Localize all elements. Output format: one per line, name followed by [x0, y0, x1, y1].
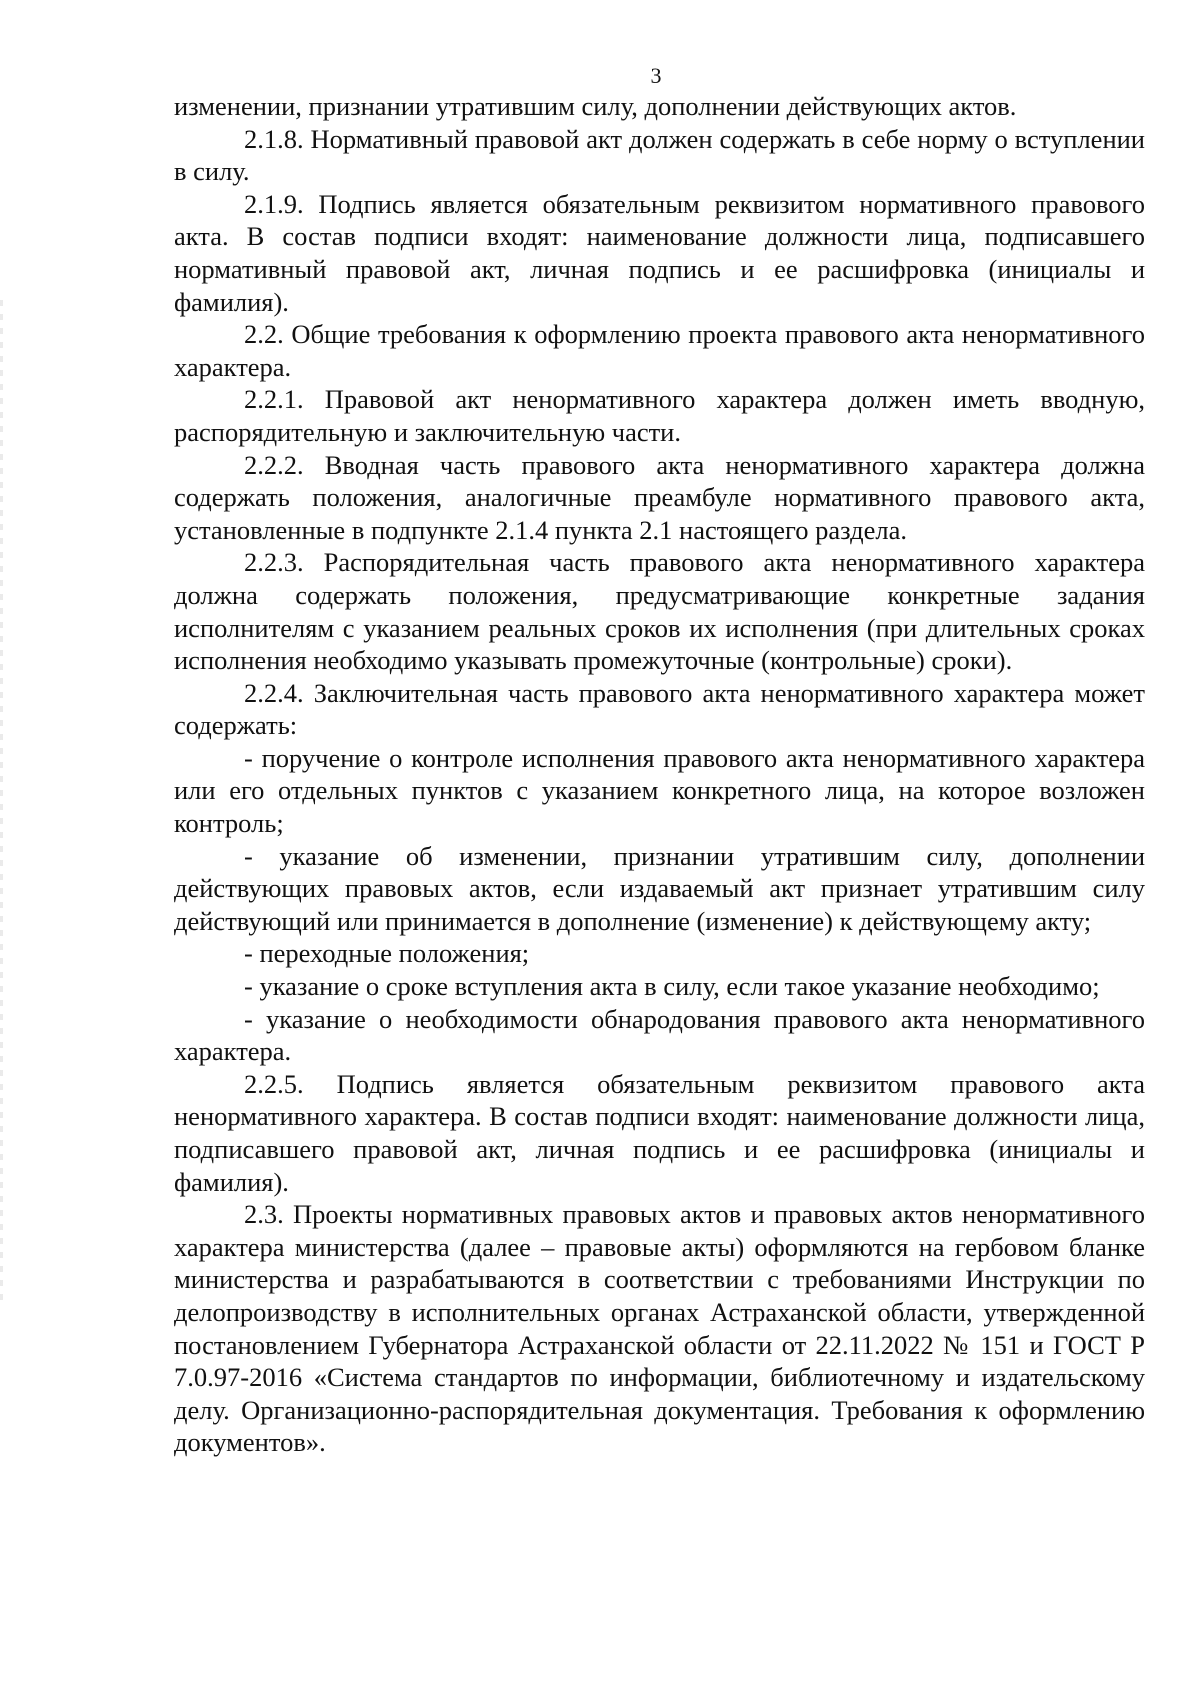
list-item-effective-date: - указание о сроке вступления акта в силу, если такое указание необходимо; — [244, 971, 1100, 1002]
list-item-transitional: - переходные положения; — [244, 938, 530, 969]
document-body — [174, 90, 1145, 1459]
page-number: 3 — [650, 63, 662, 88]
paragraph-2-2-2: 2.2.2. Вводная часть правового акта ненормативного характера должна содержать положения, аналогичные преамбуле нормативного правового акта, установленные в подпункте 2.1.4 пункта 2.1 настоящего раздела. — [174, 449, 1145, 545]
paragraph-continuation: изменении, признании утратившим силу, дополнении действующих актов. — [174, 91, 1017, 121]
paragraph-2-3: 2.3. Проекты нормативных правовых актов и правовых актов ненормативного характера министерства (далее – правовые акты) оформляются на гербовом бланке министерства и разрабатываются в соответствии с требованиями Инструкции по делопроизводству в исполнительных органах Астраханской области, утвержденной постановлением Губернатора Астраханской области от 22.11.2022 № 151 и ГОСТ Р 7.0.97-2016 «Система стандартов по информации, библиотечному и издательскому делу. Организационно-распорядительная документация. Требования к оформлению документов». — [174, 1199, 1145, 1458]
paragraph-2-1-9: 2.1.9. Подпись является обязательным реквизитом нормативного правового акта. В состав подписи входят: наименование должности лица, подписавшего нормативный правовой акт, личная подпись и ее расшифровка (инициалы и фамилия). — [174, 188, 1145, 317]
scan-edge-artifact — [0, 300, 3, 1300]
paragraph-2-2-1: 2.2.1. Правовой акт ненормативного характера должен иметь вводную, распорядительную и заключительную части. — [174, 384, 1145, 447]
paragraph-2-2-4: 2.2.4. Заключительная часть правового акта ненормативного характера может содержать: — [174, 677, 1145, 741]
paragraph-2-2-3: 2.2.3. Распорядительная часть правового акта ненормативного характера должна содержать положения, предусматривающие конкретные задания исполнителям с указанием реальных сроков их исполнения (при длительных сроках исполнения необходимо указывать промежуточные (контрольные) сроки). — [174, 547, 1145, 676]
paragraph-2-1-8: 2.1.8. Нормативный правовой акт должен содержать в себе норму о вступлении в силу. — [174, 123, 1145, 187]
paragraph-2-2: 2.2. Общие требования к оформлению проекта правового акта ненормативного характера. — [174, 319, 1145, 382]
paragraph-2-2-5: 2.2.5. Подпись является обязательным реквизитом правового акта ненормативного характера. В состав подписи входят: наименование должности лица, подписавшего правовой акт, личная подпись и ее расшифровка (инициалы и фамилия). — [174, 1068, 1145, 1197]
list-item-changes: - указание об изменении, признании утратившим силу, дополнении действующих правовых актов, если издаваемый акт признает утратившим силу действующий или принимается в дополнение (изменение) к действующему акту; — [174, 840, 1145, 936]
list-item-control: - поручение о контроле исполнения правового акта ненормативного характера или его отдельных пунктов с указанием конкретного лица, на которое возложен контроль; — [174, 742, 1145, 839]
list-item-publication: - указание о необходимости обнародования правового акта ненормативного характера. — [174, 1003, 1145, 1067]
